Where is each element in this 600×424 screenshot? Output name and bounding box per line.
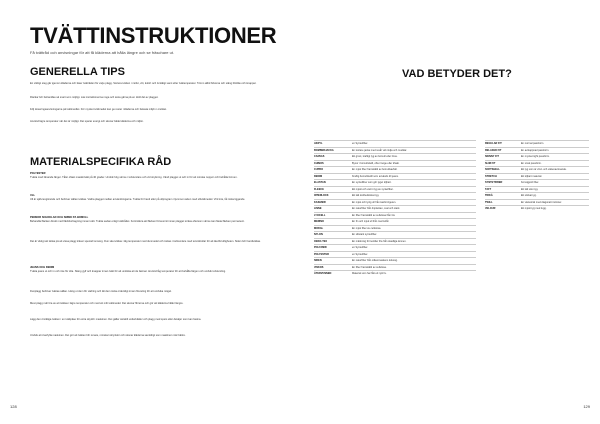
general-paragraph: En vikitigt steg går igenom kläderna och läser tvättråden för varje plagg. Sortera tvätten i mörkt, vitt, kulört och ömtåligt samt efter tvättemperatur. Tömm alltid fickorna och stäng blixtlås och knappar.	[30, 82, 257, 85]
material-section	[30, 266, 288, 288]
glossary-desc: Ett mjukt tyg med lugg.	[521, 207, 547, 210]
glossary-row	[314, 192, 476, 198]
material-tips-heading: MATERIALSPECIFIKA RÅD	[30, 156, 172, 168]
glossary-term: VISKOS	[314, 265, 324, 269]
glossary-term: SYNTETFIBER	[485, 181, 503, 184]
glossary-term: CUPRO	[314, 168, 324, 171]
material-section-text: Undvik att överfylla maskinen. Det gör att tvätten blir renare, minskar skrynklor och skonar kläderna samtidigt som maskinen mår bättre.	[30, 334, 186, 337]
material-section-text: Behandla fläcken direkt med fläckborttagning innan tvätt. Tvätta sedan enligt tvättrådet. Kontrollera att fläcken försvunnit innan plagget torkas eftersom värme kan fästa fläcken permanent.	[30, 220, 245, 223]
glossary-desc: Ett töjbart material.	[521, 174, 542, 178]
glossary-desc: En fin och mjuk ull från merinofår.	[352, 220, 390, 223]
glossary-row	[314, 238, 476, 244]
glossary-row	[485, 199, 589, 205]
glossary-term: BOMBERJACKA	[314, 148, 334, 152]
material-section	[30, 240, 288, 264]
glossary-term: KASHMIR	[314, 200, 326, 204]
material-section-text: Ull är självrengörande och behöver sällan tvättas. Vädra plagget mellan användningarna. Tvätta för hand eller på ullprogram i ljummet vatten med ulltvättmedel. Vrid inte, låt torka liggande.	[30, 198, 246, 201]
glossary-desc: En mycket tight passform.	[521, 155, 550, 158]
glossary-heading: VAD BETYDER DET?	[402, 68, 512, 80]
material-section-text: Dunplagg behöver tvättas sällan. Häng ut dem för vädring och låt dem torka ordentligt innan förvaring för att undvika mögel.	[30, 290, 172, 293]
glossary-row	[314, 140, 476, 146]
glossary-desc: En kortare jacka med resår vid midja och muddar.	[352, 148, 408, 152]
page-number: 128	[10, 404, 17, 409]
glossary-desc: En avslappnad passform.	[521, 148, 550, 152]
general-tips-heading: GENERELLA TIPS	[30, 66, 125, 78]
glossary-row	[314, 225, 476, 231]
glossary-term: TAFT	[485, 187, 492, 191]
glossary-row	[314, 257, 476, 263]
glossary-term: INTERLOCK	[314, 194, 329, 197]
glossary-row	[485, 166, 589, 172]
glossary-desc: En naturfiber från silkesmaskens kokong.	[352, 259, 398, 262]
glossary-row	[314, 244, 476, 250]
page-subtitle: Få tvättråd och anvisningar för att få kläderna att hålla längre och se fräschare ut.	[30, 50, 175, 55]
material-section-heading: ULL	[30, 194, 36, 197]
glossary-row	[314, 199, 476, 205]
glossary-column-left	[314, 140, 476, 277]
glossary-term: ÅTERVUNNEN	[314, 272, 332, 275]
glossary-term: NYLON	[314, 233, 323, 236]
material-section	[30, 318, 288, 332]
glossary-desc: Ett grovt, kraftigt tyg av bomull eller linne.	[352, 155, 398, 158]
general-paragraph: Fläckar bör behandlas så snart som möjligt. Läs instruktionerna noga och testa gärna på en dold del av plagget.	[30, 96, 159, 99]
material-section-text: Det är viktigt att tänka på att vissa plagg kräver speciell omsorg. Dun ska tvättas i låg temperatur med dunmedel och torkas i torktumlare med tennisbollar för att återfå luftigheten. Siden bör handtvättas.	[30, 240, 261, 243]
right-page	[300, 0, 600, 424]
glossary-row	[485, 140, 589, 146]
material-section-text: Lägg den ömtåliga tvätten i en tvättpåse för extra skydd i maskinen. Det gäller särskilt underkläder och plagg med spets eller detaljer som kan fastna.	[30, 318, 202, 321]
material-section	[30, 172, 288, 192]
glossary-desc: En fiber framställd av cellulosa från trä.	[352, 213, 396, 217]
material-section-heading: JEANS OCH DENIM	[30, 266, 55, 269]
glossary-row	[314, 218, 476, 224]
glossary-desc: En naturfiber från linplantan, sval och stark.	[352, 207, 401, 210]
glossary-desc: Kraftig bomullstwill som används till jeans.	[352, 174, 399, 178]
glossary-row	[485, 147, 589, 153]
glossary-desc: En vävteknik med diagonalt mönster.	[521, 200, 562, 204]
material-section-heading: POLYESTER	[30, 172, 46, 175]
glossary-term: AKRYL	[314, 142, 323, 145]
glossary-row	[314, 264, 476, 270]
glossary-term: POLYESTER	[314, 252, 329, 256]
glossary-term: SOFTSHELL	[485, 168, 500, 171]
general-paragraph: Följ doseringsanvisningarna på tvättmedlet. För mycket tvättmedel kan ge rester i kläderna och belasta miljön i onödan.	[30, 108, 167, 111]
glossary-desc: Ett tätt vävt tyg.	[521, 187, 539, 191]
glossary-row	[314, 153, 476, 159]
page-title: TVÄTTINSTRUKTIONER	[30, 23, 277, 48]
glossary-term: REGULAR FIT	[485, 142, 502, 145]
glossary-term: STRETCH	[485, 174, 497, 178]
glossary-term: CHINOS	[314, 161, 324, 165]
glossary-term: RELAXED FIT	[485, 148, 502, 152]
glossary-desc: En slitstark syntetfiber.	[352, 233, 378, 236]
glossary-desc: Ett tyg som är vind- och vattenavvisande.	[521, 168, 567, 171]
glossary-desc: Ett tätt dubbelstickat tyg.	[352, 194, 380, 197]
glossary-row	[314, 212, 476, 218]
glossary-desc: Material som har fått ett nytt liv.	[352, 272, 387, 275]
material-section-heading: PENNOR SCHOKLAD OCH SMINK PÅ BOMULL	[30, 216, 89, 219]
glossary-desc: en Syntetfiber.	[352, 142, 368, 145]
glossary-term: VELOUR	[485, 207, 496, 210]
glossary-row	[485, 179, 589, 185]
glossary-desc: Ett stickat tyg.	[521, 194, 537, 197]
glossary-row	[314, 251, 476, 257]
general-paragraph: Använd lägre temperatur när det är möjligt. Det sparar energi och skonar både kläderna och miljön.	[30, 120, 144, 123]
material-section	[30, 194, 288, 214]
glossary-desc: en Syntetfiber.	[352, 252, 368, 256]
glossary-row	[314, 173, 476, 179]
glossary-row	[485, 173, 589, 179]
glossary-row	[485, 186, 589, 192]
glossary-row	[485, 160, 589, 166]
glossary-desc: En mjuk fiber av cellulosa.	[352, 226, 382, 230]
glossary-row	[314, 270, 476, 276]
glossary-term: MERINO	[314, 220, 324, 223]
glossary-desc: En normal passform.	[521, 142, 545, 145]
glossary-row	[314, 166, 476, 172]
glossary-term: LINNE	[314, 207, 322, 210]
glossary-desc: Byxor i bomullstwill, ofta i beige eller khaki.	[352, 161, 400, 165]
glossary-desc: En syntetfiber som gör tyget töjbart.	[352, 181, 392, 184]
glossary-desc: En mjuk och lyxig ull från kashmirgeten.	[352, 200, 397, 204]
glossary-desc: En märkning för textilier fria från skadliga ämnen.	[352, 239, 407, 243]
glossary-row	[314, 231, 476, 237]
material-section	[30, 334, 288, 348]
glossary-row	[314, 205, 476, 211]
glossary-term: SLIM FIT	[485, 161, 496, 165]
material-section-text: Mest plagg mår bra av att tvättas i lägre temperatur och med ett milt tvättmedel. Det skonar fibrerna och gör att kläderna håller längre.	[30, 302, 184, 305]
material-section-text: Tvätta jeans ut och in och inte för ofta. Stäng gylf och knappar innan tvätt för att undvika att de fastnar. Använd låg temperatur för att behålla färgen och undvik torktumling.	[30, 270, 226, 273]
glossary-desc: Konstgjord fiber.	[521, 181, 540, 184]
material-section	[30, 290, 288, 300]
glossary-term: OEKO-TEX	[314, 239, 328, 243]
material-section-text: Tvätta med liknande färger. Tåler oftast maskintvätt på 40 grader. Undvik hög värme i torktumlare och vid strykning. Vänd plagget ut och in för att minska noppor och behålla formen.	[30, 176, 238, 179]
glossary-desc: En fiber framställd av cellulosa.	[352, 265, 387, 269]
page-number: 129	[583, 404, 590, 409]
glossary-term: TWILL	[485, 200, 493, 204]
glossary-term: DENIM	[314, 174, 323, 178]
glossary-row	[314, 160, 476, 166]
glossary-term: MODAL	[314, 226, 324, 230]
glossary-row	[314, 147, 476, 153]
glossary-desc: En smal passform.	[521, 161, 542, 165]
material-section	[30, 216, 288, 236]
glossary-term: ELASTAN	[314, 181, 326, 184]
glossary-row	[314, 186, 476, 192]
glossary-row	[485, 153, 589, 159]
material-section	[30, 302, 288, 316]
glossary-column-right	[485, 140, 589, 212]
glossary-term: SIDEN	[314, 259, 322, 262]
glossary-term: TRIKÅ	[485, 194, 493, 197]
glossary-desc: en Syntetfiber.	[352, 246, 368, 249]
glossary-term: SKINNY FIT	[485, 155, 499, 158]
glossary-row	[485, 205, 589, 211]
glossary-term: CANVAS	[314, 155, 325, 158]
glossary-term: POLYAMID	[314, 246, 327, 249]
glossary-row	[314, 179, 476, 185]
glossary-term: FLEECE	[314, 187, 324, 191]
glossary-desc: Ett mjukt och varmt tyg av syntetfiber.	[352, 187, 394, 191]
glossary-row	[485, 192, 589, 198]
glossary-term: LYOCELL	[314, 213, 326, 217]
glossary-desc: En mjuk fiber framställd av bomullsavfall.	[352, 168, 398, 171]
